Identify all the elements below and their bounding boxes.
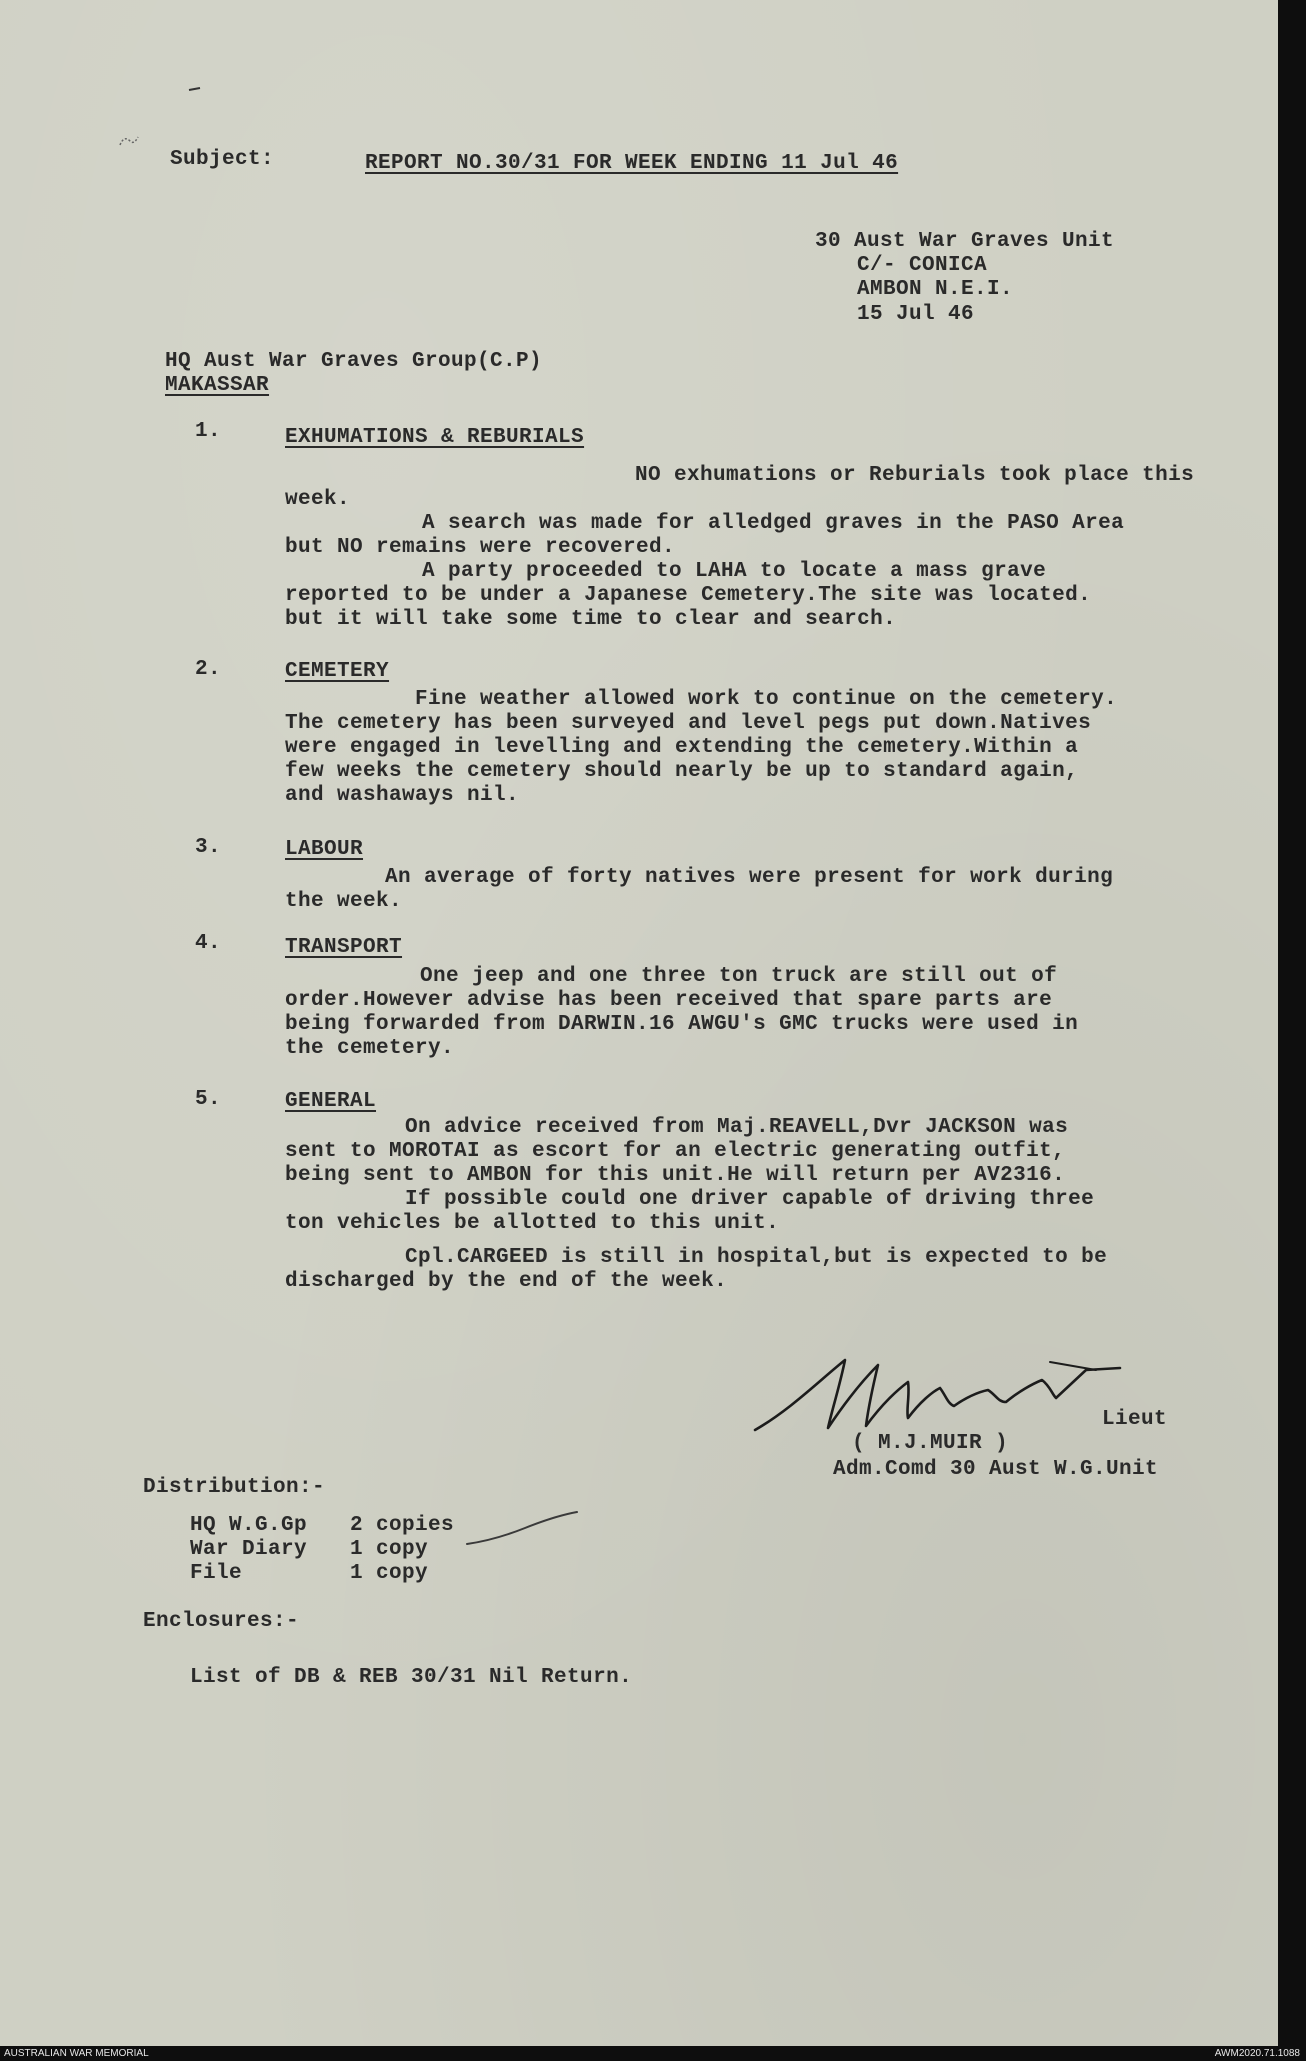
body-line: sent to MOROTAI as escort for an electric generating outfit, — [285, 1140, 1066, 1163]
subject-text: REPORT NO.30/31 FOR WEEK ENDING 11 Jul 46 — [365, 152, 899, 175]
archive-name: AUSTRALIAN WAR MEMORIAL — [4, 2048, 149, 2059]
body-line: Fine weather allowed work to continue on the cemetery. — [415, 688, 1118, 711]
body-line: A party proceeded to LAHA to locate a mass grave — [422, 560, 1047, 583]
body-line: but it will take some time to clear and search. — [285, 608, 897, 631]
pen-tick-icon — [465, 1510, 585, 1550]
section-body — [285, 965, 1078, 1061]
section-heading: GENERAL — [285, 1090, 377, 1113]
stray-mark-icon — [188, 86, 202, 92]
body-line: The cemetery has been surveyed and level pegs put down.Natives — [285, 712, 1092, 735]
report-date: 15 Jul 46 — [857, 303, 975, 326]
body-line: reported to be under a Japanese Cemetery.The site was located. — [285, 584, 1092, 607]
recipient-location: MAKASSAR — [165, 374, 270, 397]
section-number: 3. — [195, 836, 222, 859]
distribution-label: Distribution:- — [143, 1476, 326, 1499]
body-line: One jeep and one three ton truck are still out of — [420, 965, 1058, 988]
section-body — [285, 866, 1113, 914]
distribution-recipient: War Diary — [190, 1538, 308, 1561]
subject-label: Subject: — [170, 148, 275, 171]
body-line: Cpl.CARGEED is still in hospital,but is expected to be — [405, 1246, 1108, 1269]
section-heading: CEMETERY — [285, 660, 390, 683]
section-number: 5. — [195, 1088, 222, 1111]
body-line: and washaways nil. — [285, 784, 520, 807]
distribution-recipient: File — [190, 1562, 243, 1585]
sender-unit: 30 Aust War Graves Unit — [815, 230, 1115, 253]
section-number: 2. — [195, 658, 222, 681]
body-line: were engaged in levelling and extending the cemetery.Within a — [285, 736, 1079, 759]
sender-location: AMBON N.E.I. — [857, 278, 1014, 301]
body-line: order.However advise has been received that spare parts are — [285, 989, 1053, 1012]
signatory-appointment: Adm.Comd 30 Aust W.G.Unit — [833, 1458, 1159, 1481]
section-number: 4. — [195, 932, 222, 955]
signatory-rank: Lieut — [1102, 1408, 1168, 1431]
enclosures-label: Enclosures:- — [143, 1610, 300, 1633]
section-body — [285, 688, 1117, 808]
body-line: If possible could one driver capable of driving three — [405, 1188, 1095, 1211]
body-line: NO exhumations or Reburials took place this — [635, 464, 1195, 487]
section-heading: TRANSPORT — [285, 936, 403, 959]
recipient-hq: HQ Aust War Graves Group(C.P) — [165, 350, 543, 373]
archive-footer — [0, 2046, 1306, 2061]
distribution-recipient: HQ W.G.Gp — [190, 1514, 308, 1537]
body-line: ton vehicles be allotted to this unit. — [285, 1212, 780, 1235]
archive-reference: AWM2020.71.1088 — [1214, 2048, 1300, 2059]
body-line: An average of forty natives were present for work during — [385, 866, 1114, 889]
section-heading: LABOUR — [285, 838, 364, 861]
signatory-name: ( M.J.MUIR ) — [852, 1432, 1009, 1455]
body-line: the cemetery. — [285, 1037, 455, 1060]
body-line: being forwarded from DARWIN.16 AWGU's GMC trucks were used in — [285, 1013, 1079, 1036]
section-body — [285, 1116, 1107, 1294]
sender-care-of: C/- CONICA — [857, 254, 988, 277]
section-body — [285, 464, 1194, 632]
body-line: week. — [285, 488, 351, 511]
section-heading: EXHUMATIONS & REBURIALS — [285, 426, 585, 449]
stray-mark-icon — [118, 133, 140, 147]
distribution-copies: 1 copy — [350, 1562, 429, 1585]
enclosure-item: List of DB & REB 30/31 Nil Return. — [190, 1666, 633, 1689]
distribution-copies: 1 copy — [350, 1538, 429, 1561]
body-line: A search was made for alledged graves in the PASO Area — [422, 512, 1125, 535]
body-line: On advice received from Maj.REAVELL,Dvr JACKSON was — [405, 1116, 1069, 1139]
body-line: few weeks the cemetery should nearly be up to standard again, — [285, 760, 1079, 783]
body-line: the week. — [285, 890, 403, 913]
distribution-copies: 2 copies — [350, 1514, 455, 1537]
body-line: discharged by the end of the week. — [285, 1270, 728, 1293]
body-line: but NO remains were recovered. — [285, 536, 676, 559]
body-line: being sent to AMBON for this unit.He will return per AV2316. — [285, 1164, 1066, 1187]
section-number: 1. — [195, 420, 222, 443]
